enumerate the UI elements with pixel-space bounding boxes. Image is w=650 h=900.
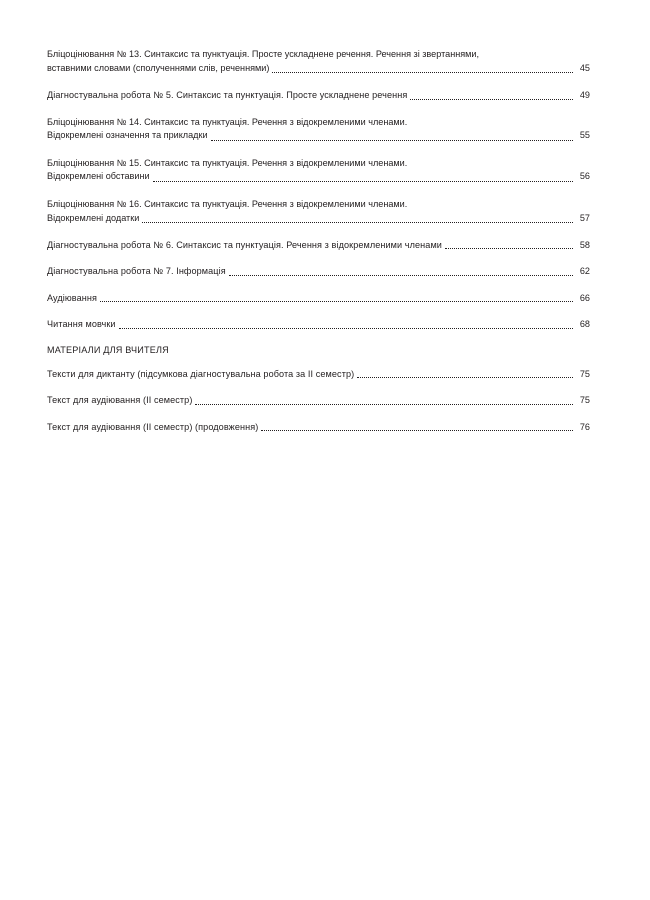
toc-entry [47,421,590,434]
toc-leader [272,72,573,73]
toc-entry [47,48,590,76]
toc-page-number: 75 [579,369,590,380]
toc-page-number: 68 [579,319,590,330]
toc-leader [445,248,573,249]
toc-page-number: 56 [579,171,590,182]
toc-entry [47,116,590,144]
toc-page-number: 75 [579,395,590,406]
toc-entry-title: Діагностувальна робота № 5. Синтаксис та пунктуація. Просте ускладнене речення [47,90,408,101]
toc-entry-title-line: вставними словами (сполученнями слів, реченнями) [47,62,270,73]
toc-entry-title-line: Відокремлені означення та прикладки [47,130,208,141]
toc-entry [47,318,590,331]
toc-page-number: 66 [579,292,590,303]
toc-page-number: 49 [579,90,590,101]
toc-leader [229,275,573,276]
toc-entry [47,368,590,381]
toc-entry-title-line: Бліцоцінювання № 15. Синтаксис та пунктуація. Речення з відокремленими членами. [47,157,408,168]
toc-page-number: 55 [579,130,590,141]
toc-leader [261,430,573,431]
toc-section-heading: МАТЕРІАЛИ ДЛЯ ВЧИТЕЛЯ [47,344,169,355]
toc-entry-title: Діагностувальна робота № 6. Синтаксис та пунктуація. Речення з відокремленими членами [47,239,442,250]
toc-entry [47,157,590,185]
toc-page-number: 45 [579,62,590,73]
toc-entry-title-line: Бліцоцінювання № 13. Синтаксис та пунктуація. Просте ускладнене речення. Речення зі звертаннями, [47,49,480,59]
toc-page-number: 62 [579,266,590,277]
toc-entry-title: Читання мовчки [47,319,116,330]
toc-entry [47,239,590,252]
toc-entry-title: Аудіювання [47,292,98,303]
toc-entry-title-line: Відокремлені додатки [47,212,140,223]
toc-entry [47,89,590,102]
toc-entry-title: Тексти для диктанту (підсумкова діагностувальна робота за ІІ семестр) [47,369,355,380]
toc-entry-title-line: Відокремлені обставини [47,171,150,182]
toc-leader [142,222,573,223]
toc-page-number: 76 [579,421,590,432]
toc-page-number: 57 [579,212,590,223]
toc-entry [47,394,590,407]
toc-leader [357,377,573,378]
toc-leader [410,99,573,100]
toc-page-number: 58 [579,239,590,250]
toc-entry-title-line: Бліцоцінювання № 14. Синтаксис та пунктуація. Речення з відокремленими членами. [47,116,408,127]
toc-entry [47,198,590,226]
toc-leader [211,140,573,141]
toc-entry-title: Текст для аудіювання (ІІ семестр) (продовження) [47,421,259,432]
toc-entry-title: Діагностувальна робота № 7. Інформація [47,266,226,277]
toc-entry [47,292,590,305]
toc-entry-title-line: Бліцоцінювання № 16. Синтаксис та пунктуація. Речення з відокремленими членами. [47,198,408,209]
toc-leader [100,301,573,302]
table-of-contents [47,48,590,434]
toc-leader [195,404,573,405]
toc-leader [153,181,573,182]
toc-entry [47,265,590,278]
toc-leader [119,328,573,329]
toc-entry-title: Текст для аудіювання (ІІ семестр) [47,395,193,406]
